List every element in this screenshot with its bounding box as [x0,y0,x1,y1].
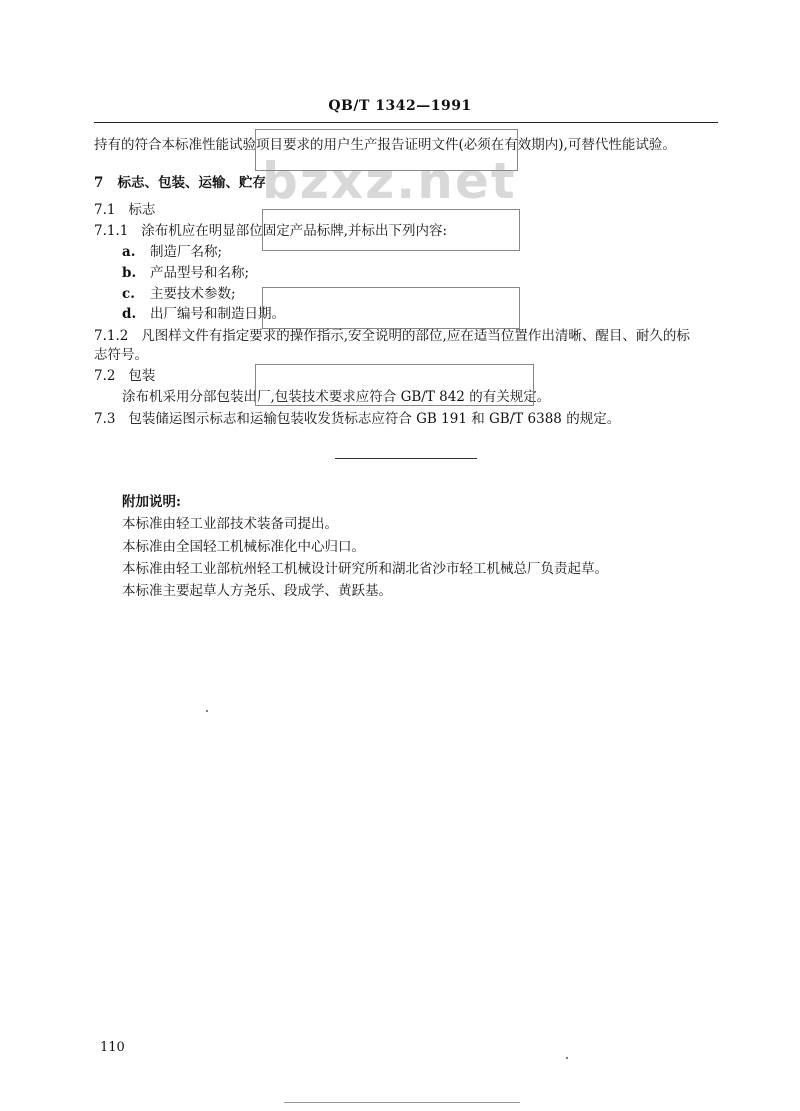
notes-line: 本标准由轻工业部杭州轻工机械设计研究所和湖北省沙市轻工机械总厂负责起草。 [122,561,608,577]
section-title: 包装 [128,368,156,384]
section-7-1-heading [94,201,155,219]
list-item [122,305,285,323]
continuation-paragraph: 持有的符合本标准性能试验项目要求的用户生产报告证明文件(必须在有效期内),可替代性能试验。 [94,137,676,153]
notes-line: 本标准由全国轻工机械标准化中心归口。 [122,539,365,555]
section-title: 标志 [128,202,156,218]
section-7-2-text: 涂布机采用分部包装出厂,包装技术要求应符合 GB/T 842 的有关规定。 [122,389,551,405]
page-header-title: QB/T 1342—1991 [328,98,472,114]
section-number: 7.2 [94,368,116,384]
list-item [122,243,222,261]
notes-line: 本标准主要起草人方尧乐、段成学、黄跃基。 [122,583,392,599]
page-number: 110 [100,1040,125,1055]
clause-number: 7.1.2 [94,328,129,344]
clause-number: 7.1.1 [94,223,129,239]
notes-line: 本标准由轻工业部技术装备司提出。 [122,516,338,532]
header-rule [94,122,718,123]
overlay-box [255,129,518,171]
list-item-label: a. [122,244,136,260]
scan-speck [566,1057,568,1059]
section-number: 7.1 [94,202,116,218]
list-item-label: c. [122,286,135,302]
watermark: bzxz.net [262,152,517,210]
list-item [122,264,249,282]
clause-7-1-2-continuation: 志符号。 [94,347,148,363]
clause-text: 凡图样文件有指定要求的操作指示,安全说明的部位,应在适当位置作出清晰、醒目、耐久的标 [141,328,690,344]
overlay-box [262,287,520,329]
end-divider [335,458,477,459]
overlay-box [255,364,534,406]
list-item-text: 出厂编号和制造日期。 [150,306,285,322]
list-item-label: b. [122,265,137,281]
overlay-box [262,209,520,251]
clause-text: 包装储运图示标志和运输包装收发货标志应符合 GB 191 和 GB/T 6388 的规定。 [128,411,621,427]
clause-text: 涂布机应在明显部位固定产品标牌,并标出下列内容: [141,223,448,239]
notes-heading: 附加说明: [122,494,181,510]
section-7-2-heading [94,367,155,385]
clause-number: 7.3 [94,411,116,427]
list-item-text: 主要技术参数; [150,286,236,302]
clause-7-1-2 [94,327,690,345]
section-number: 7 [94,175,104,191]
list-item-text: 产品型号和名称; [150,265,250,281]
section-title: 标志、包装、运输、贮存 [117,175,267,191]
list-item-label: d. [122,306,137,322]
clause-7-3 [94,410,620,428]
list-item-text: 制造厂名称; [150,244,223,260]
scan-speck [206,710,208,712]
list-item [122,285,236,303]
section-7-heading [94,171,266,191]
